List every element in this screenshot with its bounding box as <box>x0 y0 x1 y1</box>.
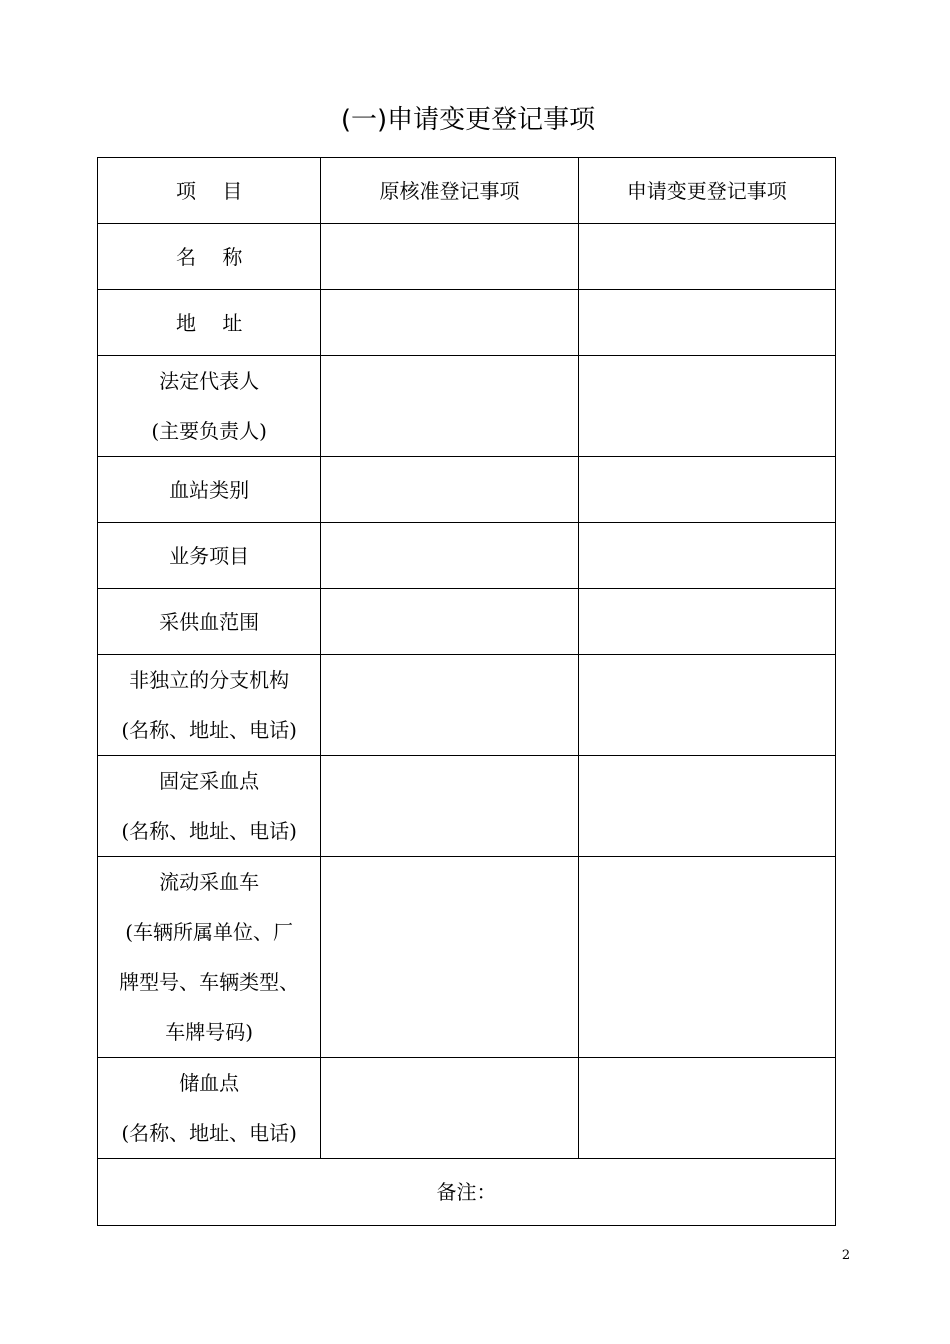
page-number: 2 <box>841 1248 851 1263</box>
row-label-line: (名称、地址、电话) <box>121 819 297 843</box>
original-value-cell[interactable] <box>321 224 578 290</box>
remarks-row <box>98 1159 836 1226</box>
row-label <box>98 857 321 1058</box>
table-row <box>98 224 836 290</box>
table-row <box>98 1058 836 1159</box>
requested-value-cell[interactable] <box>578 356 835 457</box>
row-label-line: 法定代表人 <box>159 369 260 393</box>
row-label <box>98 290 321 356</box>
row-label-line: 采供血范围 <box>159 609 260 634</box>
row-label <box>98 457 321 523</box>
row-label-line: 流动采血车 <box>159 870 260 894</box>
original-value-cell[interactable] <box>321 655 578 756</box>
page-title: (一)申请变更登记事项 <box>340 105 596 135</box>
row-label-line: 车牌号码) <box>165 1020 254 1044</box>
row-label <box>98 756 321 857</box>
original-value-cell[interactable] <box>321 457 578 523</box>
row-label <box>98 523 321 589</box>
row-label-line: 名 称 <box>175 244 243 269</box>
row-label-line: 固定采血点 <box>159 769 260 793</box>
requested-value-cell[interactable] <box>578 224 835 290</box>
requested-value-cell[interactable] <box>578 589 835 655</box>
table-row <box>98 857 836 1058</box>
table-row <box>98 589 836 655</box>
original-value-cell[interactable] <box>321 290 578 356</box>
table-row <box>98 356 836 457</box>
table-row <box>98 290 836 356</box>
row-label <box>98 655 321 756</box>
row-label-line: 牌型号、车辆类型、 <box>119 970 300 994</box>
row-label-line: (名称、地址、电话) <box>121 1121 297 1145</box>
row-label-line: (名称、地址、电话) <box>121 718 297 742</box>
table-row <box>98 523 836 589</box>
requested-value-cell[interactable] <box>578 523 835 589</box>
row-label <box>98 224 321 290</box>
remarks-cell[interactable] <box>98 1159 836 1226</box>
original-value-cell[interactable] <box>321 589 578 655</box>
row-label-line: 地 址 <box>175 310 243 335</box>
table-row <box>98 756 836 857</box>
original-value-cell[interactable] <box>321 1058 578 1159</box>
requested-value-cell[interactable] <box>578 655 835 756</box>
table-row <box>98 457 836 523</box>
table-header-row <box>98 158 836 224</box>
requested-value-cell[interactable] <box>578 756 835 857</box>
header-item: 项 目 <box>98 158 321 224</box>
header-original: 原核准登记事项 <box>321 158 578 224</box>
row-label-line: 血站类别 <box>169 477 250 502</box>
requested-value-cell[interactable] <box>578 457 835 523</box>
row-label-line: (车辆所属单位、厂 <box>125 920 294 944</box>
original-value-cell[interactable] <box>321 356 578 457</box>
header-requested: 申请变更登记事项 <box>578 158 835 224</box>
row-label <box>98 589 321 655</box>
original-value-cell[interactable] <box>321 523 578 589</box>
row-label-line: (主要负责人) <box>151 419 267 443</box>
requested-value-cell[interactable] <box>578 1058 835 1159</box>
row-label <box>98 1058 321 1159</box>
original-value-cell[interactable] <box>321 857 578 1058</box>
table-row <box>98 655 836 756</box>
row-label-line: 非独立的分支机构 <box>129 668 290 692</box>
row-label-line: 储血点 <box>179 1071 240 1095</box>
row-label <box>98 356 321 457</box>
remarks-label: 备注： <box>436 1180 497 1204</box>
original-value-cell[interactable] <box>321 756 578 857</box>
change-registration-table <box>97 157 836 1226</box>
requested-value-cell[interactable] <box>578 290 835 356</box>
row-label-line: 业务项目 <box>169 543 250 568</box>
requested-value-cell[interactable] <box>578 857 835 1058</box>
